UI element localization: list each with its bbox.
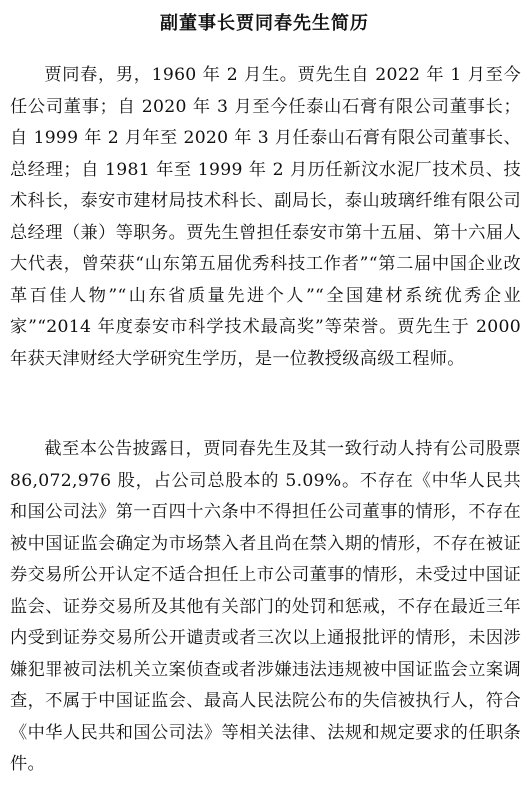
paragraph-shareholding-and-qualifications: 截至本公告披露日，贾同春先生及其一致行动人持有公司股票 86,072,976 股，占公司总股本的 5.09%。不存在《中华人民共和国公司法》第一百四十六条中不得担任公司董事的情形，不存在被中国证监会确定为市场禁入者且尚在禁入期的情形，不存在被证券交易所公开认定不适合担任上市公司董事的情形，未受过中国证监会、证券交易所及其他有关部门的处罚和惩戒，不存在最近三年内受到证券交易所公开谴责或者三次以上通报批评的情形，未因涉嫌犯罪被司法机关立案侦查或者涉嫌违法违规被中国证监会立案调查，不属于中国证监会、最高人民法院公布的失信被执行人，符合《中华人民共和国公司法》等相关法律、法规和规定要求的任职条件。 [10,439,521,774]
paragraph-biography: 贾同春，男，1960 年 2 月生。贾先生自 2022 年 1 月至今任公司董事；自 2020 年 3 月至今任泰山石膏有限公司董事长；自 1999 年 2 月年至 2020 年 3 月任泰山石膏有限公司董事长、总经理；自 1981 年至 1999 年 2 月历任新汶水泥厂技术员、技术科长，泰安市建材局技术科长、副局长，泰山玻璃纤维有限公司总经理（兼）等职务。贾先生曾担任泰安市第十五届、第十六届人大代表，曾荣获“山东第五届优秀科技工作者”“第二届中国企业改革百佳人物”“山东省质量先进个人”“全国建材系统优秀企业家”“2014 年度泰安市科学技术最高奖”等荣誉。贾先生于 2000 年获天津财经大学研究生学历，是一位教授级高级工程师。 [10,65,521,369]
document-title: 副董事长贾同春先生简历 [160,13,369,34]
